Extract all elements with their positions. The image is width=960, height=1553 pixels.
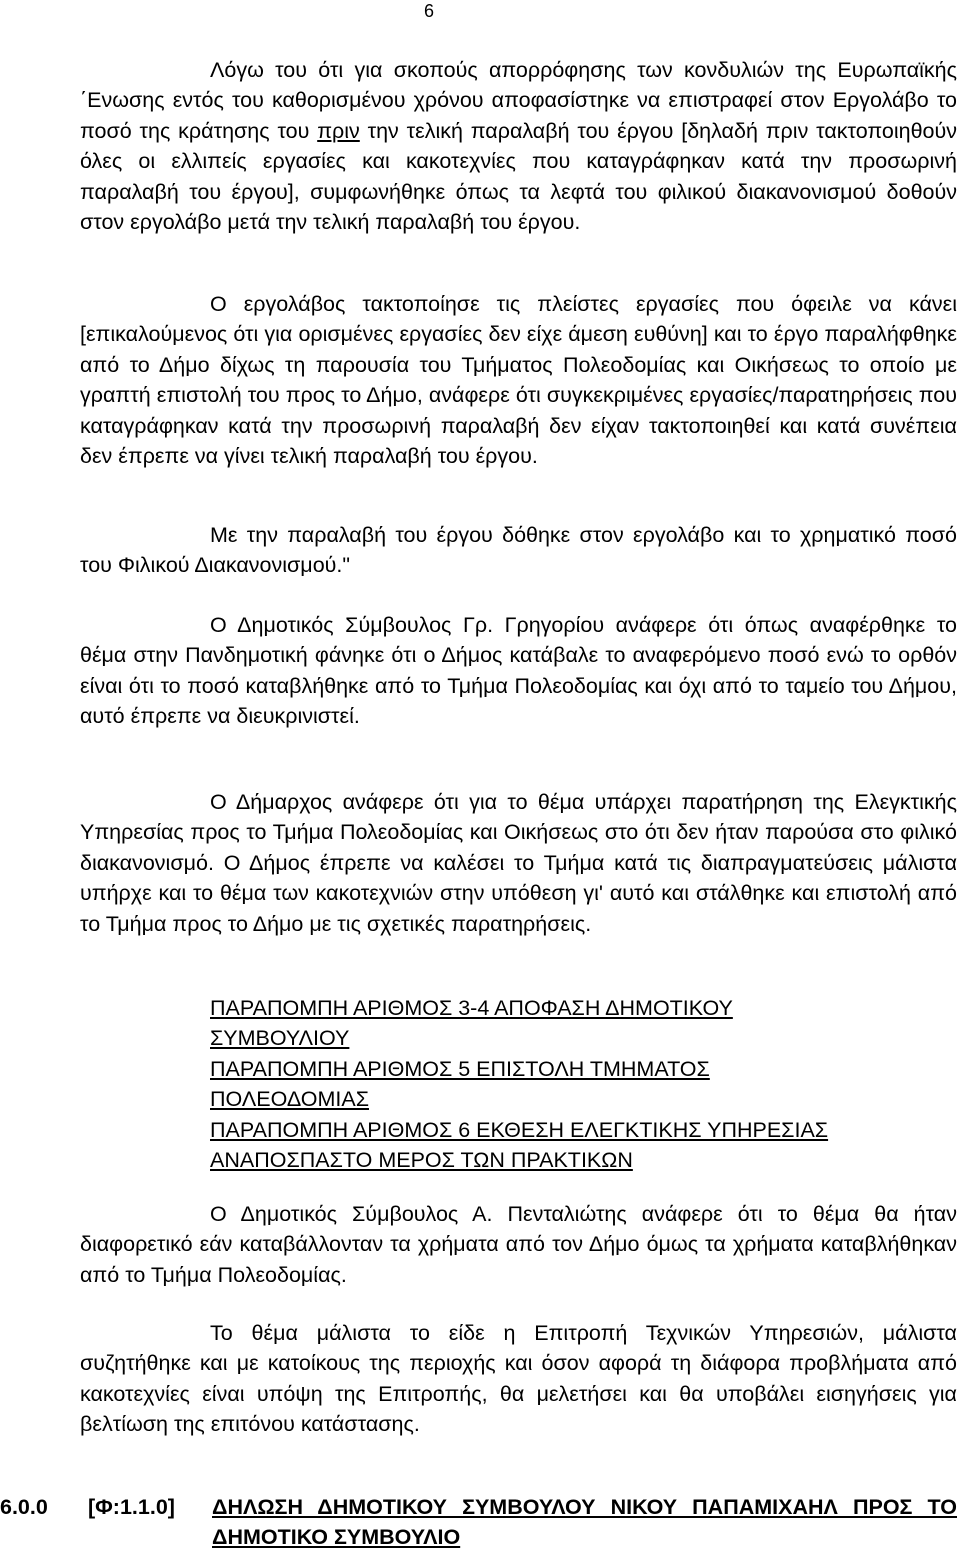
paragraph-4: Ο Δημοτικός Σύμβουλος Γρ. Γρηγορίου ανάφερε ότι όπως αναφέρθηκε το θέμα στην Πανδημοτική φάνηκε ότι ο Δήμος κατάβαλε το αναφερόμενο ποσό ενώ το ορθόν είναι ότι το ποσό καταβλήθηκε από το Τμήμα Πολεοδομίας και όχι από το ταμείο του Δήμου, αυτό έπρεπε να διευκρινιστεί. (80, 613, 957, 729)
paragraph-1-underlined-word: πριν (317, 118, 360, 143)
reference-list (210, 993, 957, 1175)
reference-line: ΠΟΛΕΟΔΟΜΙΑΣ (210, 1087, 369, 1112)
paragraph-3: Με την παραλαβή του έργου δόθηκε στον εργολάβο και το χρηματικό ποσό του Φιλικού Διακανονισμού." (80, 523, 957, 578)
paragraph-2: Ο εργολάβος τακτοποίησε τις πλείστες εργασίες που όφειλε να κάνει [επικαλούμενος ότι για ορισμένες εργασίες δεν είχε άμεση ευθύνη] και το έργο παραλήφθηκε από το Δήμο δίχως τη παρουσία του Τμήματος Πολεοδομίας και Οικήσεως το οποίο με γραπτή επιστολή του προς το Δήμο, ανάφερε ότι συγκεκριμένες εργασίες/παρατηρήσεις που καταγράφηκαν κατά την προσωρινή παραλαβή δεν είχαν τακτοποιηθεί και κατά συνέπεια δεν έπρεπε να γίνει τελική παραλαβή του έργου. (80, 292, 957, 469)
page-number: 6 (424, 1, 435, 21)
reference-line: ΠΑΡΑΠΟΜΠΗ ΑΡΙΘΜΟΣ 6 ΕΚΘΕΣΗ ΕΛΕΓΚΤΙΚΗΣ ΥΠΗΡΕΣΙΑΣ (210, 1117, 829, 1142)
section-title: ΔΗΛΩΣΗ ΔΗΜΟΤΙΚΟΥ ΣΥΜΒΟΥΛΟΥ ΝΙΚΟΥ ΠΑΠΑΜΙΧΑΗΛ ΠΡΟΣ ΤΟ ΔΗΜΟΤΙΚΟ ΣΥΜΒΟΥΛΙΟ (212, 1495, 957, 1550)
paragraph-1-text-start: Λόγω του ότι για σκοπούς απορρόφησης των κονδυλιών της Ευρωπαϊκής ΄Ενωσης εντός του καθορισμένου χρόνου αποφασίστηκε να επιστραφεί στον Εργολάβο το ποσό της κράτησης του (80, 58, 957, 143)
section-number: 6.0.0 (0, 1495, 48, 1519)
reference-line: ΑΝΑΠΟΣΠΑΣΤΟ ΜΕΡΟΣ ΤΩΝ ΠΡΑΚΤΙΚΩΝ (210, 1148, 633, 1173)
paragraph-1 (80, 55, 957, 237)
paragraph-6: Ο Δημοτικός Σύμβουλος Α. Πενταλιώτης ανάφερε ότι το θέμα θα ήταν διαφορετικό εάν καταβάλλονταν τα χρήματα από τον Δήμο όμως τα χρήματα καταβλήθηκαν από το Τμήμα Πολεοδομίας. (80, 1202, 957, 1287)
paragraph-7: Το θέμα μάλιστα το είδε η Επιτροπή Τεχνικών Υπηρεσιών, μάλιστα συζητήθηκε και με κατοίκους της περιοχής και όσον αφορά τη διάφορα προβλήματα από κακοτεχνίες είναι υπόψη της Επιτροπής, θα μελετήσει και θα υποβάλει εισηγήσεις για βελτίωση της επιτόνου κατάστασης. (80, 1321, 957, 1437)
reference-line: ΣΥΜΒΟΥΛΙΟΥ (210, 1026, 350, 1051)
paragraph-5: Ο Δήμαρχος ανάφερε ότι για το θέμα υπάρχει παρατήρηση της Ελεγκτικής Υπηρεσίας προς το Τμήμα Πολεοδομίας και Οικήσεως στο ότι δεν ήταν παρούσα στο φιλικό διακανονισμό. Ο Δήμος έπρεπε να καλέσει το Τμήμα κατά τις διαπραγματεύσεις μάλιστα υπήρχε και το θέμα των κακοτεχνιών στην υπόθεση γι' αυτό και στάλθηκε και επιστολή από το Τμήμα προς το Δήμο με τις σχετικές παρατηρήσεις. (80, 790, 957, 936)
paragraph-1-text-end: την τελική παραλαβή του έργου [δηλαδή πριν τακτοποιηθούν όλες οι ελλιπείς εργασίες και κακοτεχνίες που καταγράφηκαν κατά την προσωρινή παραλαβή του έργου], συμφωνήθηκε όπως τα λεφτά του φιλικού διακανονισμού δοθούν στον εργολάβο μετά την τελική παραλαβή του έργου. (80, 118, 957, 235)
reference-line: ΠΑΡΑΠΟΜΠΗ ΑΡΙΘΜΟΣ 3-4 ΑΠΟΦΑΣΗ ΔΗΜΟΤΙΚΟΥ (210, 996, 733, 1020)
section-code: [Φ:1.1.0] (88, 1495, 175, 1519)
reference-line: ΠΑΡΑΠΟΜΠΗ ΑΡΙΘΜΟΣ 5 ΕΠΙΣΤΟΛΗ ΤΜΗΜΑΤΟΣ (210, 1056, 710, 1081)
